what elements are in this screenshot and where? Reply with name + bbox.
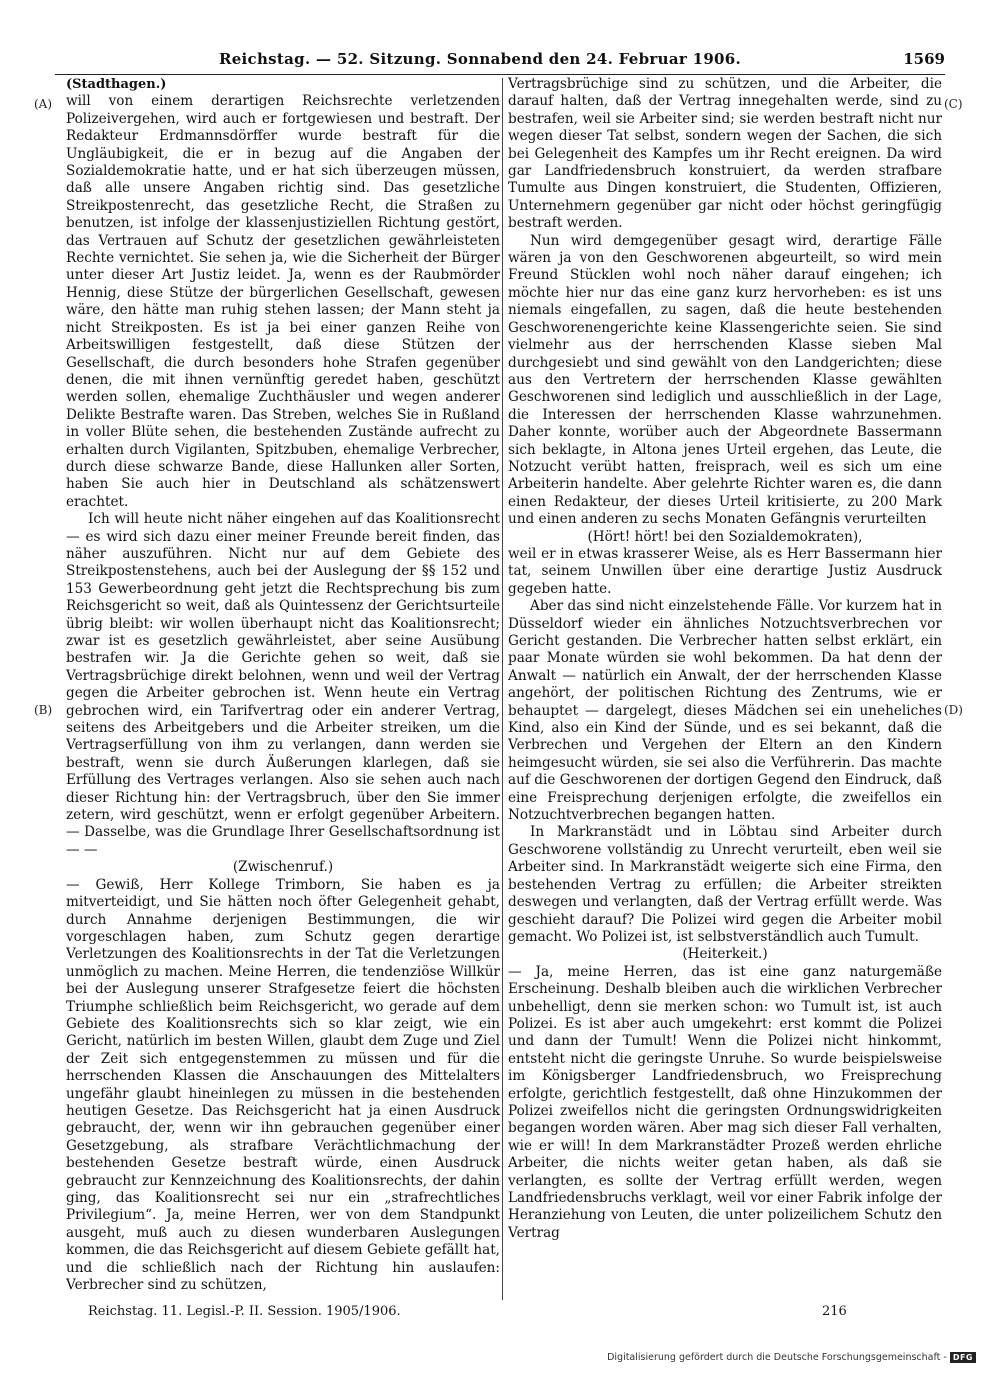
footer-sheet-number: 216 — [822, 1304, 847, 1319]
paragraph: — Ja, meine Herren, das ist eine ganz naturgemäße Erscheinung. Deshalb bleiben auch die wirklichen Verbrecher unbehelligt, denn sie merken schon: wo Tumult ist, ist auch Polizei. Es ist aber auch umgekehrt: erst kommt die Polizei und dann der Tumult! Wenn die Polizei nicht hinkommt, entsteht nicht die geringste Unruhe. So wurde beispielsweise im Königsberger Landfriedensbruch, wo Freisprechung erfolgte, gerichtlich festgestellt, daß ohne Hinzukommen der Polizei zweifellos nicht die geringsten Ordnungswidrigkeiten begangen worden wären. Aber mag sich dieser Fall verhalten, wie er will! In dem Markranstädter Prozeß werden ehrliche Arbeiter, die nichts weiter getan haben, als daß sie verlangten, es sollte der Vertrag erfüllt werden, wegen Landfriedensbruchs verklagt, weil vor einer Fabrik infolge der Heranziehung von Leuten, die unter polizeilichem Schutz den Vertrag — [508, 963, 942, 1241]
right-column — [508, 76, 942, 1302]
margin-marker-c: (C) — [944, 97, 963, 111]
footer-session-info: Reichstag. 11. Legisl.-P. II. Session. 1905/1906. — [88, 1304, 401, 1319]
paragraph: weil er in etwas krasserer Weise, als es Herr Bassermann hier tat, seinem Unwillen über eine derartige Justiz Ausdruck gegeben hatte. — [508, 545, 942, 597]
digitization-credit — [607, 1349, 976, 1365]
speaker-label: (Stadthagen.) — [66, 77, 167, 92]
interjection: (Hört! hört! bei den Sozialdemokraten), — [587, 528, 863, 545]
page-number: 1569 — [903, 50, 945, 68]
left-column — [66, 76, 500, 1302]
interjection: (Heiterkeit.) — [682, 946, 768, 963]
paragraph: will von einem derartigen Reichsrechte verletzenden Polizeivergehen, wird auch er fortgewiesen und bestraft. Der Redakteur Erdmannsdörffer wurde bestraft für die Ungläubigkeit, die er in bezug auf die Angaben der Sozialdemokratie hatte, und er hat sich überzeugen müssen, daß alle unsere Angaben richtig sind. Das gesetzliche Streikpostenrecht, das gesetzliche Recht, die Straßen zu benutzen, ist infolge der klassenjustiziellen Richtung gestört, das Vertrauen auf Schutz der gesetzlichen gewährleisteten Rechte vernichtet. Sie sehen ja, wie die Sicherheit der Bürger unter dieser Art Justiz leidet. Ja, wenn es der Raubmörder Hennig, diese Stütze der bürgerlichen Gesellschaft, gewesen wäre, den hätte man ruhig stehen lassen; der Mann steht ja nicht Streikposten. Es ist ja bei einer ganzen Reihe von Arbeitswilligen festgestellt, daß diese Stützen der Gesellschaft, die durch besonders hohe Strafen gegenüber denen, die mit ihnen vernünftig geredet haben, geschützt werden sollen, ehemalige Zuchthäusler und wegen anderer Delikte Bestrafte waren. Das Streben, welches Sie in Rußland in voller Blüte sehen, die bestehenden Zustände aufrecht zu erhalten durch Vigilanten, Spitzbuben, ehemalige Verbrecher, durch diese schwarze Bande, diese Hallunken aller Sorten, haben Sie auch hier in Deutschland als schätzenswert erachtet. — [66, 93, 500, 510]
dfg-logo-icon: DFG — [950, 1352, 976, 1363]
paragraph: Aber das sind nicht einzelstehende Fälle. Vor kurzem hat in Düsseldorf wieder ein ähnliches Notzuchtsverbrechen vor Gericht gestanden. Die Verbrecher hatten selbst erklärt, ein paar Monate würden sie wohl bekommen. Da hat denn der Anwalt — natürlich ein Anwalt, der der herrschenden Klasse angehört, der politischen Richtung des Zentrums, wie er behauptet — dargelegt, dieses Mädchen sei ein uneheliches Kind, also ein Kind der Sünde, und es sei bekannt, daß die Verbrechen und Vergehen der Eltern an den Kindern heimgesucht würden, sie sei also die Verführerin. Das machte auf die Geschworenen der dortigen Gegend den Eindruck, daß eine Freisprechung derjenigen erfolgte, die zweifellos ein Notzuchtverbrechen begangen hatten. — [508, 598, 942, 824]
page-header — [55, 48, 945, 75]
running-head: Reichstag. — 52. Sitzung. Sonnabend den 24. Februar 1906. — [218, 50, 742, 68]
credit-text: Digitalisierung gefördert durch die Deutsche Forschungsgemeinschaft - — [607, 1351, 947, 1363]
margin-marker-b: (B) — [34, 703, 53, 717]
paragraph: Nun wird demgegenüber gesagt wird, derartige Fälle wären ja von den Geschworenen abgeurteilt, so wird mein Freund Stücklen wohl noch näher darauf eingehen; ich möchte hier nur das eine ganz kurz hervorheben: es ist uns niemals eingefallen, zu sagen, daß die heute bestehenden Geschworenengerichte keine Klassengerichte seien. Sie sind vielmehr aus der herrschenden Klasse sieben Mal durchgesiebt und sind gewählt von den Landgerichten; diese aus den Vertretern der herrschenden Klasse gewählten Geschworenen sind lediglich und ausschließlich in der Lage, die Interessen der herrschenden Klasse wahrzunehmen. Daher konnte, worüber auch der Abgeordnete Bassermann sich beklagte, in Altona jenes Urteil ergehen, das Leute, die Notzucht verübt hatten, freisprach, weil es sich um eine Arbeiterin handelte. Aber gelehrte Richter waren es, die dann einen Redakteur, der dieses Urteil kritisierte, zu 200 Mark und einen anderen zu sechs Monaten Gefängnis verurteilten — [508, 232, 942, 528]
paragraph: — Gewiß, Herr Kollege Trimborn, Sie haben es ja mitverteidigt, und Sie hätten noch öfter Gelegenheit gehabt, durch Annahme derjenigen Bestimmungen, die wir vorgeschlagen haben, zum Schutz gegen derartige Verletzungen des Koalitionsrechts in der Tat die Verletzungen unmöglich zu machen. Meine Herren, die tendenziöse Willkür bei der Auslegung unserer Strafgesetze feiert die höchsten Triumphe schließlich beim Reichsgericht, wo gerade auf dem Gebiete des Koalitionsrechts sich so klar zeigt, wie ein Gericht, natürlich im besten Willen, glaubt dem Zuge und Ziel der Zeit sich entgegenstemmen zu müssen und für die herrschenden Klassen die Anschauungen des Mittelalters ungefähr glaubt hineinlegen zu müssen in die bestehenden heutigen Gesetze. Das Reichsgericht hat ja einen Ausdruck gebraucht, der, wenn wir ihn gebrauchen gegenüber einer Gesetzgebung, als strafbare Verächtlichmachung der bestehenden Gesetze bestraft würde, einen Ausdruck gebraucht zur Kennzeichnung des Koalitionsrechts, der dahin ging, das Koalitionsrecht sei nur ein „strafrechtliches Privilegium“. Ja, meine Herren, wer von dem Standpunkt ausgeht, muß auch zu diesen wunderbaren Auslegungen kommen, die das Reichsgericht auf diesem Gebiete gefällt hat, und die schließlich nach der Richtung hin auslaufen: Verbrecher sind zu schützen, — [66, 876, 500, 1294]
paragraph: In Markranstädt und in Löbtau sind Arbeiter durch Geschworene vollständig zu Unrecht verurteilt, eben weil sie Arbeiter sind. In Markranstädt weigerte sich eine Firma, den bestehenden Vertrag zu erfüllen; die Arbeiter streikten deswegen und verlangten, daß der Vertrag erfüllt werde. Was geschieht darauf? Die Polizei wird gegen die Arbeiter mobil gemacht. Wo Polizei ist, ist selbstverständlich auch Tumult. — [508, 824, 942, 945]
margin-marker-a: (A) — [34, 97, 53, 111]
interjection: (Zwischenruf.) — [232, 859, 334, 876]
margin-marker-d: (D) — [944, 703, 963, 717]
paragraph: Vertragsbrüchige sind zu schützen, und die Arbeiter, die darauf halten, daß der Vertrag innegehalten werde, sind zu bestrafen, weil sie Arbeiter sind; sie werden bestraft nicht nur wegen dieser Tat selbst, sondern wegen der Sachen, die sich bei Gelegenheit des Kampfes um ihr Recht ereignen. Da wird gar Landfriedensbruch konstruiert, da werden strafbare Tumulte aus Dingen konstruiert, die Studenten, Offizieren, Unternehmern gegenüber gar nicht oder höchst geringfügig bestraft werden. — [508, 76, 942, 232]
paragraph: Ich will heute nicht näher eingehen auf das Koalitionsrecht — es wird sich dazu einer meiner Freunde bereit finden, das näher auszuführen. Nicht nur auf dem Gebiete des Streikpostenstehens, auch bei der Auslegung der §§ 152 und 153 Gewerbeordnung geht jetzt die Rechtsprechung bis zum Reichsgericht so weit, daß als Quintessenz der Gerichtsurteile übrig bleibt: wir wollen überhaupt nicht das Koalitionsrecht; zwar ist es gesetzlich gewährleistet, aber seine Ausübung bestrafen wir. Ja die Gerichte gehen so weit, daß sie Vertragsbrüchige direkt belohnen, wenn und weil der Vertrag gegen die Arbeiter gebrochen ist. Wenn heute ein Vertrag gebrochen wird, ein Tarifvertrag oder ein anderer Vertrag, seitens des Arbeitgebers und die Arbeiter streiken, um die Vertragserfüllung von ihm zu verlangen, dann werden sie bestraft, wenn sie durch Äußerungen klarlegen, daß sie Erfüllung des Vertrages verlangen. Also sie sehen auch nach dieser Richtung hin: der Vertragsbruch, über den Sie immer zetern, wird geschützt, wenn er erfolgt gegenüber Arbeitern. — Dasselbe, was die Grundlage Ihrer Gesellschaftsordnung ist — — — [66, 511, 500, 858]
column-divider — [502, 78, 503, 1300]
